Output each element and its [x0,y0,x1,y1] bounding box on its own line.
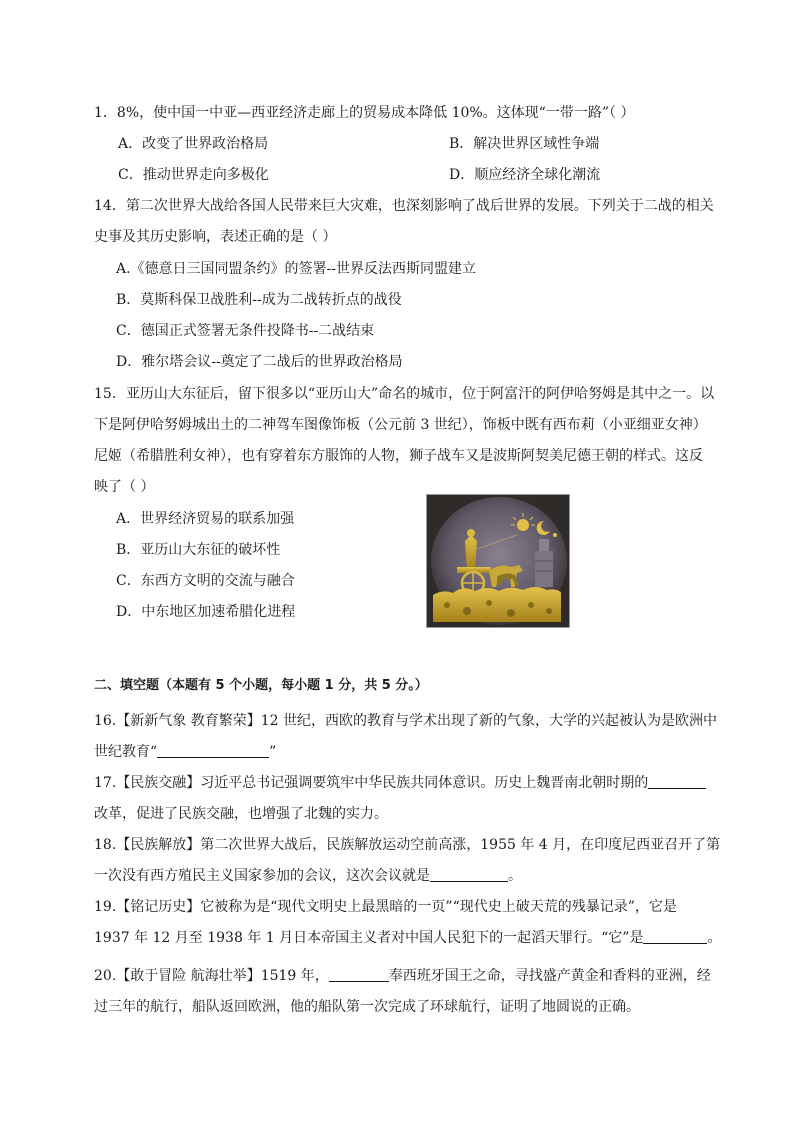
q20-text-before: 20.【敢于冒险 航海壮举】1519 年， [94,968,329,984]
q20-text-after: 奉西班牙国王之命，寻找盛产黄金和香料的亚洲，经 [388,968,711,984]
q14-option-b: B．莫斯科保卫战胜利--成为二战转折点的战役 [116,292,402,308]
q14-option-d: D．雅尔塔会议--奠定了二战后的世界政治格局 [116,354,403,370]
q19-answer-blank[interactable] [643,929,707,944]
q17-text-before: 17.【民族交融】习近平总书记强调要筑牢中华民族共同体意识。历史上魏晋南北朝时期的 [94,775,649,791]
q15-option-c: C．东西方文明的交流与融合 [116,573,295,589]
q16-answer-blank[interactable] [157,743,269,758]
q16-line1: 16.【新新气象 教育繁荣】12 世纪，西欧的教育与学术出现了新的气象，大学的兴起被认为是欧洲中 [94,713,717,729]
q15-option-a: A．世界经济贸易的联系加强 [116,511,295,527]
q19-line1: 19.【铭记历史】它被称为是“现代文明史上最黑暗的一页”“现代史上破天荒的残暴记录”，它是 [94,899,677,915]
q18-text-after: 。 [508,868,522,884]
q15-stem-line2: 下是阿伊哈努姆城出土的二神驾车图像饰板（公元前 3 世纪），饰板中既有西布莉（小亚细亚女神） [94,417,707,433]
q14-stem-line2: 史事及其历史影响，表述正确的是（ ） [94,229,337,245]
q15-stem-line1: 15．亚历山大东征后，留下很多以“亚历山大”命名的城市，位于阿富汗的阿伊哈努姆是其中之一。以 [94,386,715,402]
plaque-illustration [427,495,569,627]
q18-line2 [94,867,522,885]
q18-answer-blank[interactable] [430,867,508,882]
q19-text-after: 。 [707,930,722,946]
q14-option-a: A.《德意日三国同盟条约》的签署--世界反法西斯同盟建立 [116,261,477,277]
q17-line2: 改革，促进了民族交融，也增强了北魏的实力。 [94,806,388,822]
q16-line2 [94,743,276,761]
q19-text-before: 1937 年 12 月至 1938 年 1 月日本帝国主义者对中国人民犯下的一起滔天罪行。“它”是 [94,930,644,946]
q13-stem: 1．8%，使中国一中亚—西亚经济走廊上的贸易成本降低 10%。这体现“一带一路”（ ） [94,105,635,121]
q13-option-d: D．顺应经济全球化潮流 [449,167,601,183]
q20-line2: 过三年的航行，船队返回欧洲，他的船队第一次完成了环球航行，证明了地圆说的正确。 [94,999,640,1015]
sun-icon [517,519,529,531]
q16-text-before: 世纪教育“ [94,744,158,760]
q14-stem-line1: 14．第二次世界大战给各国人民带来巨大灾难，也深刻影响了战后世界的发展。下列关于二战的相关 [94,198,714,214]
q17-line1 [94,774,706,792]
q13-option-c: C．推动世界走向多极化 [118,167,269,183]
q15-stem-line4: 映了（ ） [94,479,155,495]
q15-stem-line3: 尼姬（希腊胜利女神），也有穿着东方服饰的人物，狮子战车又是波斯阿契美尼德王朝的样式。这反 [94,448,703,464]
q15-option-b: B．亚历山大东征的破坏性 [116,542,281,558]
q18-line1: 18.【民族解放】第二次世界大战后，民族解放运动空前高涨，1955 年 4 月，在印度尼西亚召开了第 [94,837,721,853]
q13-option-a: A．改变了世界政治格局 [118,136,269,152]
q15-option-d: D．中东地区加速希腊化进程 [116,604,296,620]
q13-option-b: B．解决世界区域性争端 [449,136,600,152]
q20-answer-blank[interactable] [329,967,389,982]
q14-option-c: C．德国正式签署无条件投降书--二战结束 [116,323,375,339]
q16-text-after: ” [269,744,277,760]
q18-text-before: 一次没有西方殖民主义国家参加的会议，这次会议就是 [94,868,430,884]
cybele-plaque-image [426,494,570,628]
section2-title: 二、填空题（本题有 5 个小题，每小题 1 分，共 5 分。） [94,678,428,693]
q20-line1 [94,967,711,985]
q17-answer-blank[interactable] [648,774,706,789]
q19-line2 [94,929,721,947]
